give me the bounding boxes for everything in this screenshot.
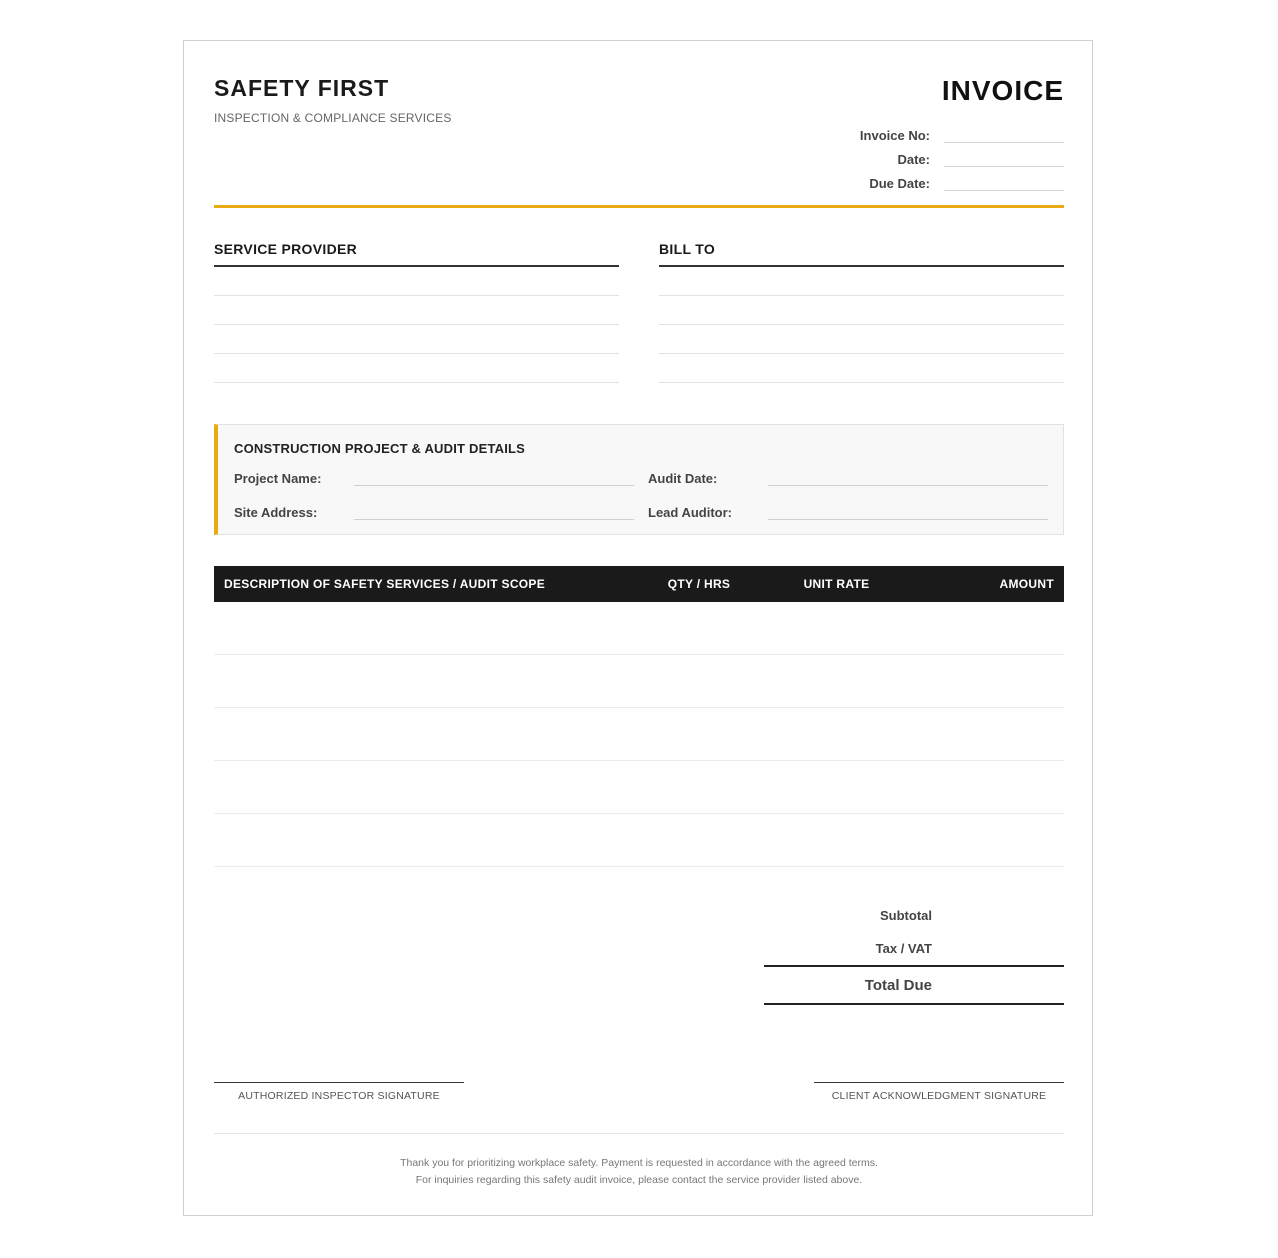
table-row[interactable] — [214, 708, 1064, 761]
table-row[interactable] — [214, 761, 1064, 814]
total-due-row — [764, 965, 1064, 1005]
site-address-field[interactable] — [354, 503, 634, 520]
project-name-field[interactable] — [354, 469, 634, 486]
invoice-page — [183, 40, 1093, 1216]
provider-line[interactable] — [214, 267, 619, 296]
service-provider-title: SERVICE PROVIDER — [214, 241, 619, 267]
invoice-number-label: Invoice No: — [859, 128, 930, 143]
bill-to-line[interactable] — [659, 296, 1064, 325]
column-header-qty: QTY / HRS — [667, 577, 731, 591]
inspector-signature[interactable]: AUTHORIZED INSPECTOR SIGNATURE — [214, 1082, 464, 1102]
project-details-box — [214, 424, 1064, 535]
project-details-title: CONSTRUCTION PROJECT & AUDIT DETAILS — [234, 441, 526, 456]
site-address-label: Site Address: — [234, 505, 318, 520]
provider-line[interactable] — [214, 296, 619, 325]
tax-row — [764, 932, 1064, 965]
bill-to-line[interactable] — [659, 267, 1064, 296]
service-provider-block — [214, 241, 619, 383]
project-name-row — [234, 469, 634, 486]
table-row[interactable] — [214, 814, 1064, 867]
table-row[interactable] — [214, 655, 1064, 708]
invoice-title: INVOICE — [941, 75, 1064, 106]
table-row[interactable] — [214, 602, 1064, 655]
lead-auditor-field[interactable] — [768, 503, 1048, 520]
subtotal-label: Subtotal — [880, 908, 932, 923]
company-name: SAFETY FIRST — [214, 75, 390, 101]
bill-to-title: BILL TO — [659, 241, 1064, 267]
audit-date-field[interactable] — [768, 469, 1048, 486]
column-header-amount: AMOUNT — [999, 577, 1054, 591]
due-date-label: Due Date: — [869, 176, 930, 191]
invoice-meta — [804, 119, 1064, 191]
invoice-date-label: Date: — [897, 152, 930, 167]
totals-block — [764, 899, 1064, 1005]
subtotal-row — [764, 899, 1064, 932]
client-signature[interactable]: CLIENT ACKNOWLEDGMENT SIGNATURE — [814, 1082, 1064, 1102]
lead-auditor-label: Lead Auditor: — [648, 505, 733, 520]
due-date-field[interactable] — [944, 172, 1064, 191]
due-date-row — [804, 167, 1064, 191]
bill-to-block — [659, 241, 1064, 383]
footer-line-2: For inquiries regarding this safety audit invoice, please contact the service provider listed above. — [415, 1174, 863, 1186]
invoice-date-row — [804, 143, 1064, 167]
invoice-content — [214, 41, 1064, 1215]
services-table — [214, 566, 1064, 867]
tax-label: Tax / VAT — [875, 941, 932, 956]
audit-date-row — [648, 469, 1048, 486]
bill-to-line[interactable] — [659, 354, 1064, 383]
audit-date-label: Audit Date: — [648, 471, 718, 486]
site-address-row — [234, 503, 634, 520]
company-tagline: INSPECTION & COMPLIANCE SERVICES — [214, 111, 452, 125]
footer-divider — [214, 1133, 1064, 1134]
column-header-description: DESCRIPTION OF SAFETY SERVICES / AUDIT SCOPE — [224, 577, 546, 591]
invoice-number-field[interactable] — [944, 124, 1064, 143]
bill-to-line[interactable] — [659, 325, 1064, 354]
column-header-rate: UNIT RATE — [803, 577, 870, 591]
lead-auditor-row — [648, 503, 1048, 520]
header-accent-divider — [214, 205, 1064, 208]
provider-line[interactable] — [214, 354, 619, 383]
invoice-number-row — [804, 119, 1064, 143]
invoice-date-field[interactable] — [944, 148, 1064, 167]
provider-line[interactable] — [214, 325, 619, 354]
footer-note — [214, 1155, 1064, 1189]
table-header — [214, 566, 1064, 602]
project-name-label: Project Name: — [234, 471, 322, 486]
footer-line-1: Thank you for prioritizing workplace safety. Payment is requested in accordance with the agreed terms. — [400, 1157, 878, 1169]
total-due-label: Total Due — [864, 976, 932, 994]
